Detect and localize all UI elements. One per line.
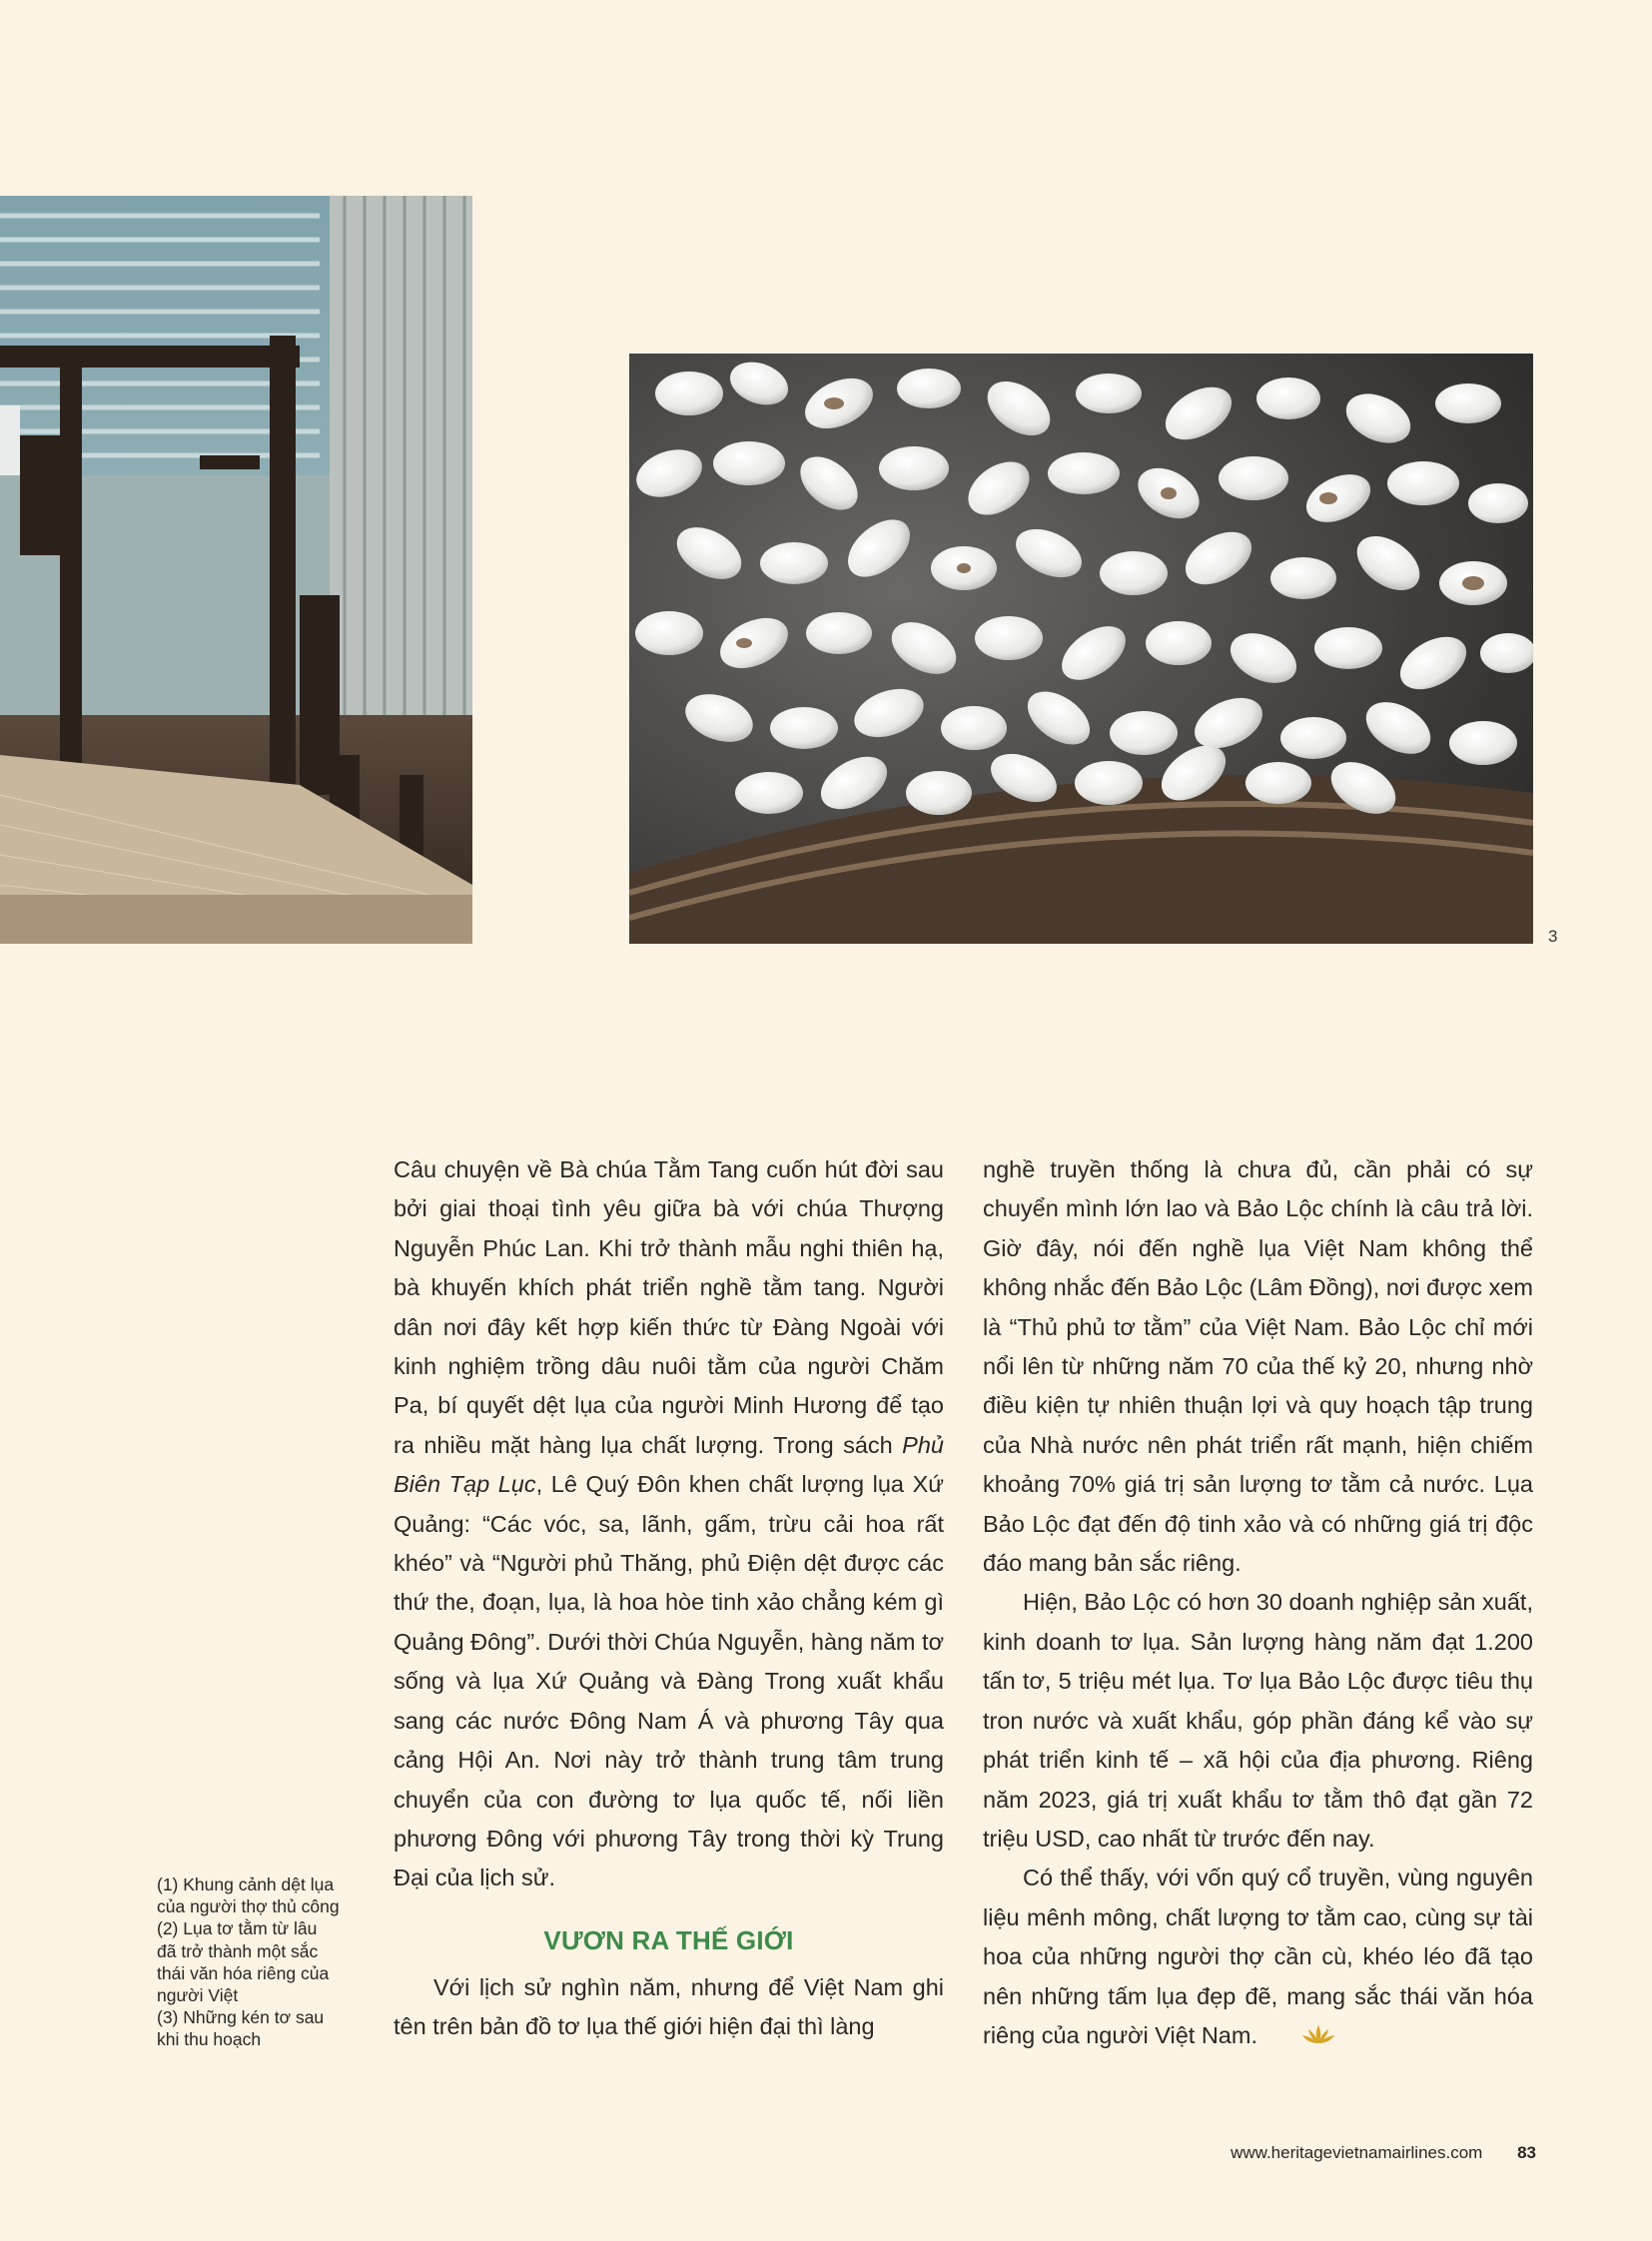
page-number: 83 (1517, 2143, 1536, 2162)
caption-line: (3) Những kén tơ sau (157, 2007, 325, 2028)
photo-caption (157, 1873, 357, 2051)
cocoon-image (629, 354, 1533, 944)
caption-line: của người thợ thủ công (157, 1896, 340, 1917)
cocoon-photo (629, 354, 1533, 944)
article-paragraph-2: Với lịch sử nghìn năm, nhưng để Việt Nam ghi tên trên bản đồ tơ lụa thế giới hiện đại thì làng (394, 1973, 944, 2040)
loom-photo (0, 196, 472, 944)
caption-line: đã trở thành một sắc (157, 1940, 319, 1961)
paragraph-text: Có thể thấy, với vốn quý cổ truyền, vùng nguyên liệu mênh mông, chất lượng tơ tằm cao, cùng sự tài hoa của những người thợ cần cù, khéo léo đã tạo nên những tấm lụa đẹp đẽ, mang sắc thái văn hóa riêng của người Việt Nam. (983, 1865, 1533, 2048)
book-title: Phủ Biên Tạp Lục (394, 1431, 944, 1498)
page-footer (1231, 2143, 1536, 2163)
caption-line: thái văn hóa riêng của (157, 1962, 330, 1983)
caption-line: (2) Lụa tơ tằm từ lâu (157, 1918, 318, 1939)
article-column-left (394, 1150, 944, 2047)
article-paragraph-1 (394, 1150, 944, 1898)
paragraph-text: Câu chuyện về Bà chúa Tằm Tang cuốn hút đời sau bởi giai thoại tình yêu giữa bà với chúa Thượng Nguyễn Phúc Lan. Khi trở thành mẫu nghi thiên hạ, bà khuyến khích phát triển nghề tằm tang. Người dân nơi đây kết hợp kiến thức từ Đàng Ngoài với kinh nghiệm trồng dâu nuôi tằm của người Chăm Pa, bí quyết dệt lụa của người Minh Hương để tạo ra nhiều mặt hàng lụa chất lượng. Trong sách (394, 1156, 944, 1458)
website-url: www.heritagevietnamairlines.com (1231, 2143, 1483, 2162)
caption-line: khi thu hoạch (157, 2029, 262, 2050)
lotus-end-icon (1261, 2019, 1335, 2058)
caption-line: (1) Khung cảnh dệt lụa (157, 1874, 335, 1894)
article-paragraph-4 (983, 1859, 1533, 2058)
section-heading: VƯƠN RA THẾ GIỚI (543, 1924, 794, 1955)
article-column-right (983, 1150, 1533, 2058)
caption-line: người Việt (157, 1985, 239, 2006)
loom-image (0, 196, 472, 944)
article-paragraph-2-continued: nghề truyền thống là chưa đủ, cần phải có sự chuyển mình lớn lao và Bảo Lộc chính là câu trả lời. Giờ đây, nói đến nghề lụa Việt Nam không thể không nhắc đến Bảo Lộc (Lâm Đồng), nơi được xem là “Thủ phủ tơ tằm” của Việt Nam. Bảo Lộc chỉ mới nổi lên từ những năm 70 của thế kỷ 20, nhưng nhờ điều kiện tự nhiên thuận lợi và quy hoạch tập trung của Nhà nước nên phát triển rất mạnh, hiện chiếm khoảng 70% giá trị sản lượng tơ tằm cả nước. Lụa Bảo Lộc đạt đến độ tinh xảo và có những giá trị độc đáo mang bản sắc riêng. (983, 1156, 1533, 1577)
article-paragraph-3: Hiện, Bảo Lộc có hơn 30 doanh nghiệp sản xuất, kinh doanh tơ lụa. Sản lượng hàng năm đạt 1.200 tấn tơ, 5 triệu mét lụa. Tơ lụa Bảo Lộc được tiêu thụ tron nước và xuất khẩu, góp phần đáng kể vào sự phát triển kinh tế – xã hội của địa phương. Riêng năm 2023, giá trị xuất khẩu tơ tằm thô đạt gần 72 triệu USD, cao nhất từ trước đến nay. (983, 1589, 1533, 1852)
paragraph-text: , Lê Quý Đôn khen chất lượng lụa Xứ Quảng: “Các vóc, sa, lãnh, gấm, trừu cải hoa rất khéo” và “Người phủ Thăng, phủ Điện dệt được các thứ the, đoạn, lụa, là hoa hòe tinh xảo chẳng kém gì Quảng Đông”. Dưới thời Chúa Nguyễn, hàng năm tơ sống và lụa Xứ Quảng và Đàng Trong xuất khẩu sang các nước Đông Nam Á và phương Tây qua cảng Hội An. Nơi này trở thành trung tâm trung chuyển của con đường tơ lụa quốc tế, nối liền phương Đông với phương Tây trong thời kỳ Trung Đại của lịch sử. (394, 1471, 944, 1891)
photo-number-3: 3 (1548, 927, 1558, 946)
